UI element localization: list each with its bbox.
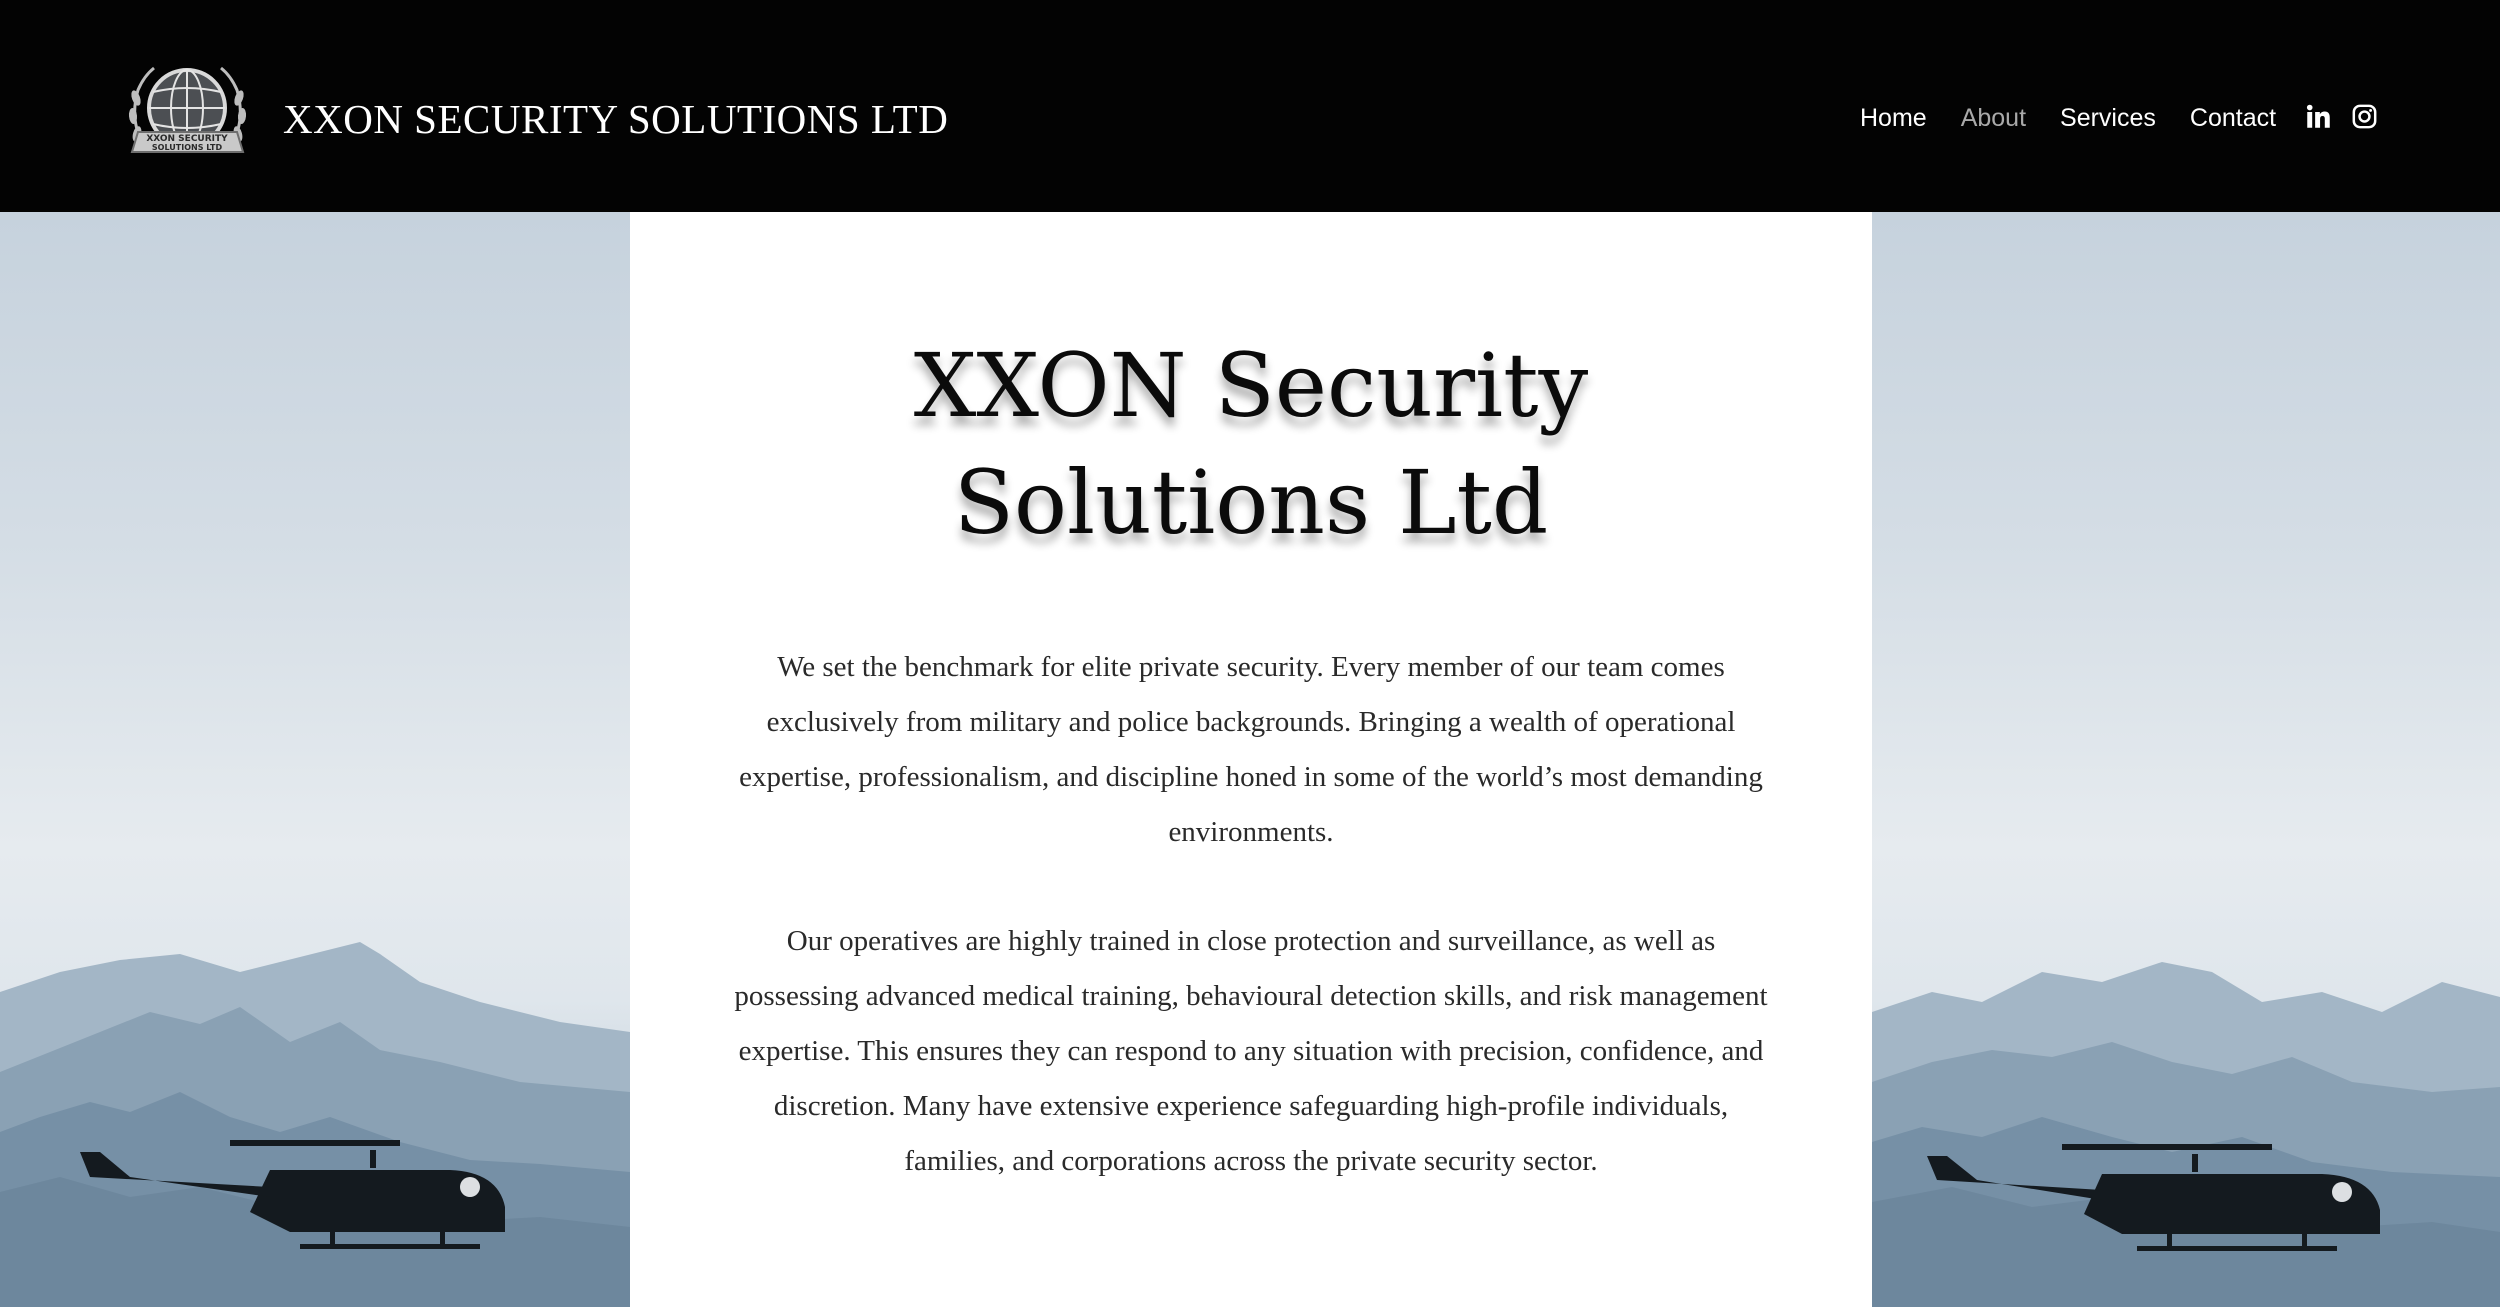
nav-home[interactable]: Home [1860,103,1927,132]
social-links [2305,100,2378,132]
linkedin-link[interactable] [2305,103,2332,130]
instagram-link[interactable] [2351,103,2378,130]
about-content-card [630,212,1872,1307]
site-title[interactable]: XXON SECURITY SOLUTIONS LTD [283,96,949,142]
nav-contact[interactable]: Contact [2189,103,2277,132]
about-paragraph-2: Our operatives are highly trained in close protection and surveillance, as well as possessing advanced medical training, behavioural detection skills, and risk management expertise. This ensures they can respond to any situation with precision, confidence, and discretion. Many have extensive experience safeguarding high-profile individuals, families, and corporations across the private security sector. [734,925,1768,1177]
main-nav [1860,98,2276,138]
heading-line-1: XXON Security [913,334,1589,437]
svg-text:SOLUTIONS LTD: SOLUTIONS LTD [151,143,223,152]
globe-laurel-crest-icon [120,54,255,180]
helicopter-mountain-scene-right [1872,212,2500,1307]
nav-services[interactable]: Services [2060,103,2156,132]
helicopter-mountain-scene-left [0,212,630,1307]
mountain-helicopter-image [1872,212,2500,1307]
nav-about[interactable]: About [1960,103,2027,132]
instagram-icon [2351,103,2378,130]
site-logo[interactable] [120,54,255,180]
site-header [0,0,2500,212]
svg-text:XXON SECURITY: XXON SECURITY [146,134,228,144]
about-paragraph-1: We set the benchmark for elite private security. Every member of our team comes exclusively from military and police backgrounds. Bringing a wealth of operational expertise, professionalism, and discipline honed in some of the world’s most demanding environments. [739,651,1763,848]
linkedin-icon [2305,103,2332,130]
heading-line-2: Solutions Ltd [953,451,1549,554]
page-heading [630,327,1872,561]
mountain-helicopter-image [0,212,630,1307]
